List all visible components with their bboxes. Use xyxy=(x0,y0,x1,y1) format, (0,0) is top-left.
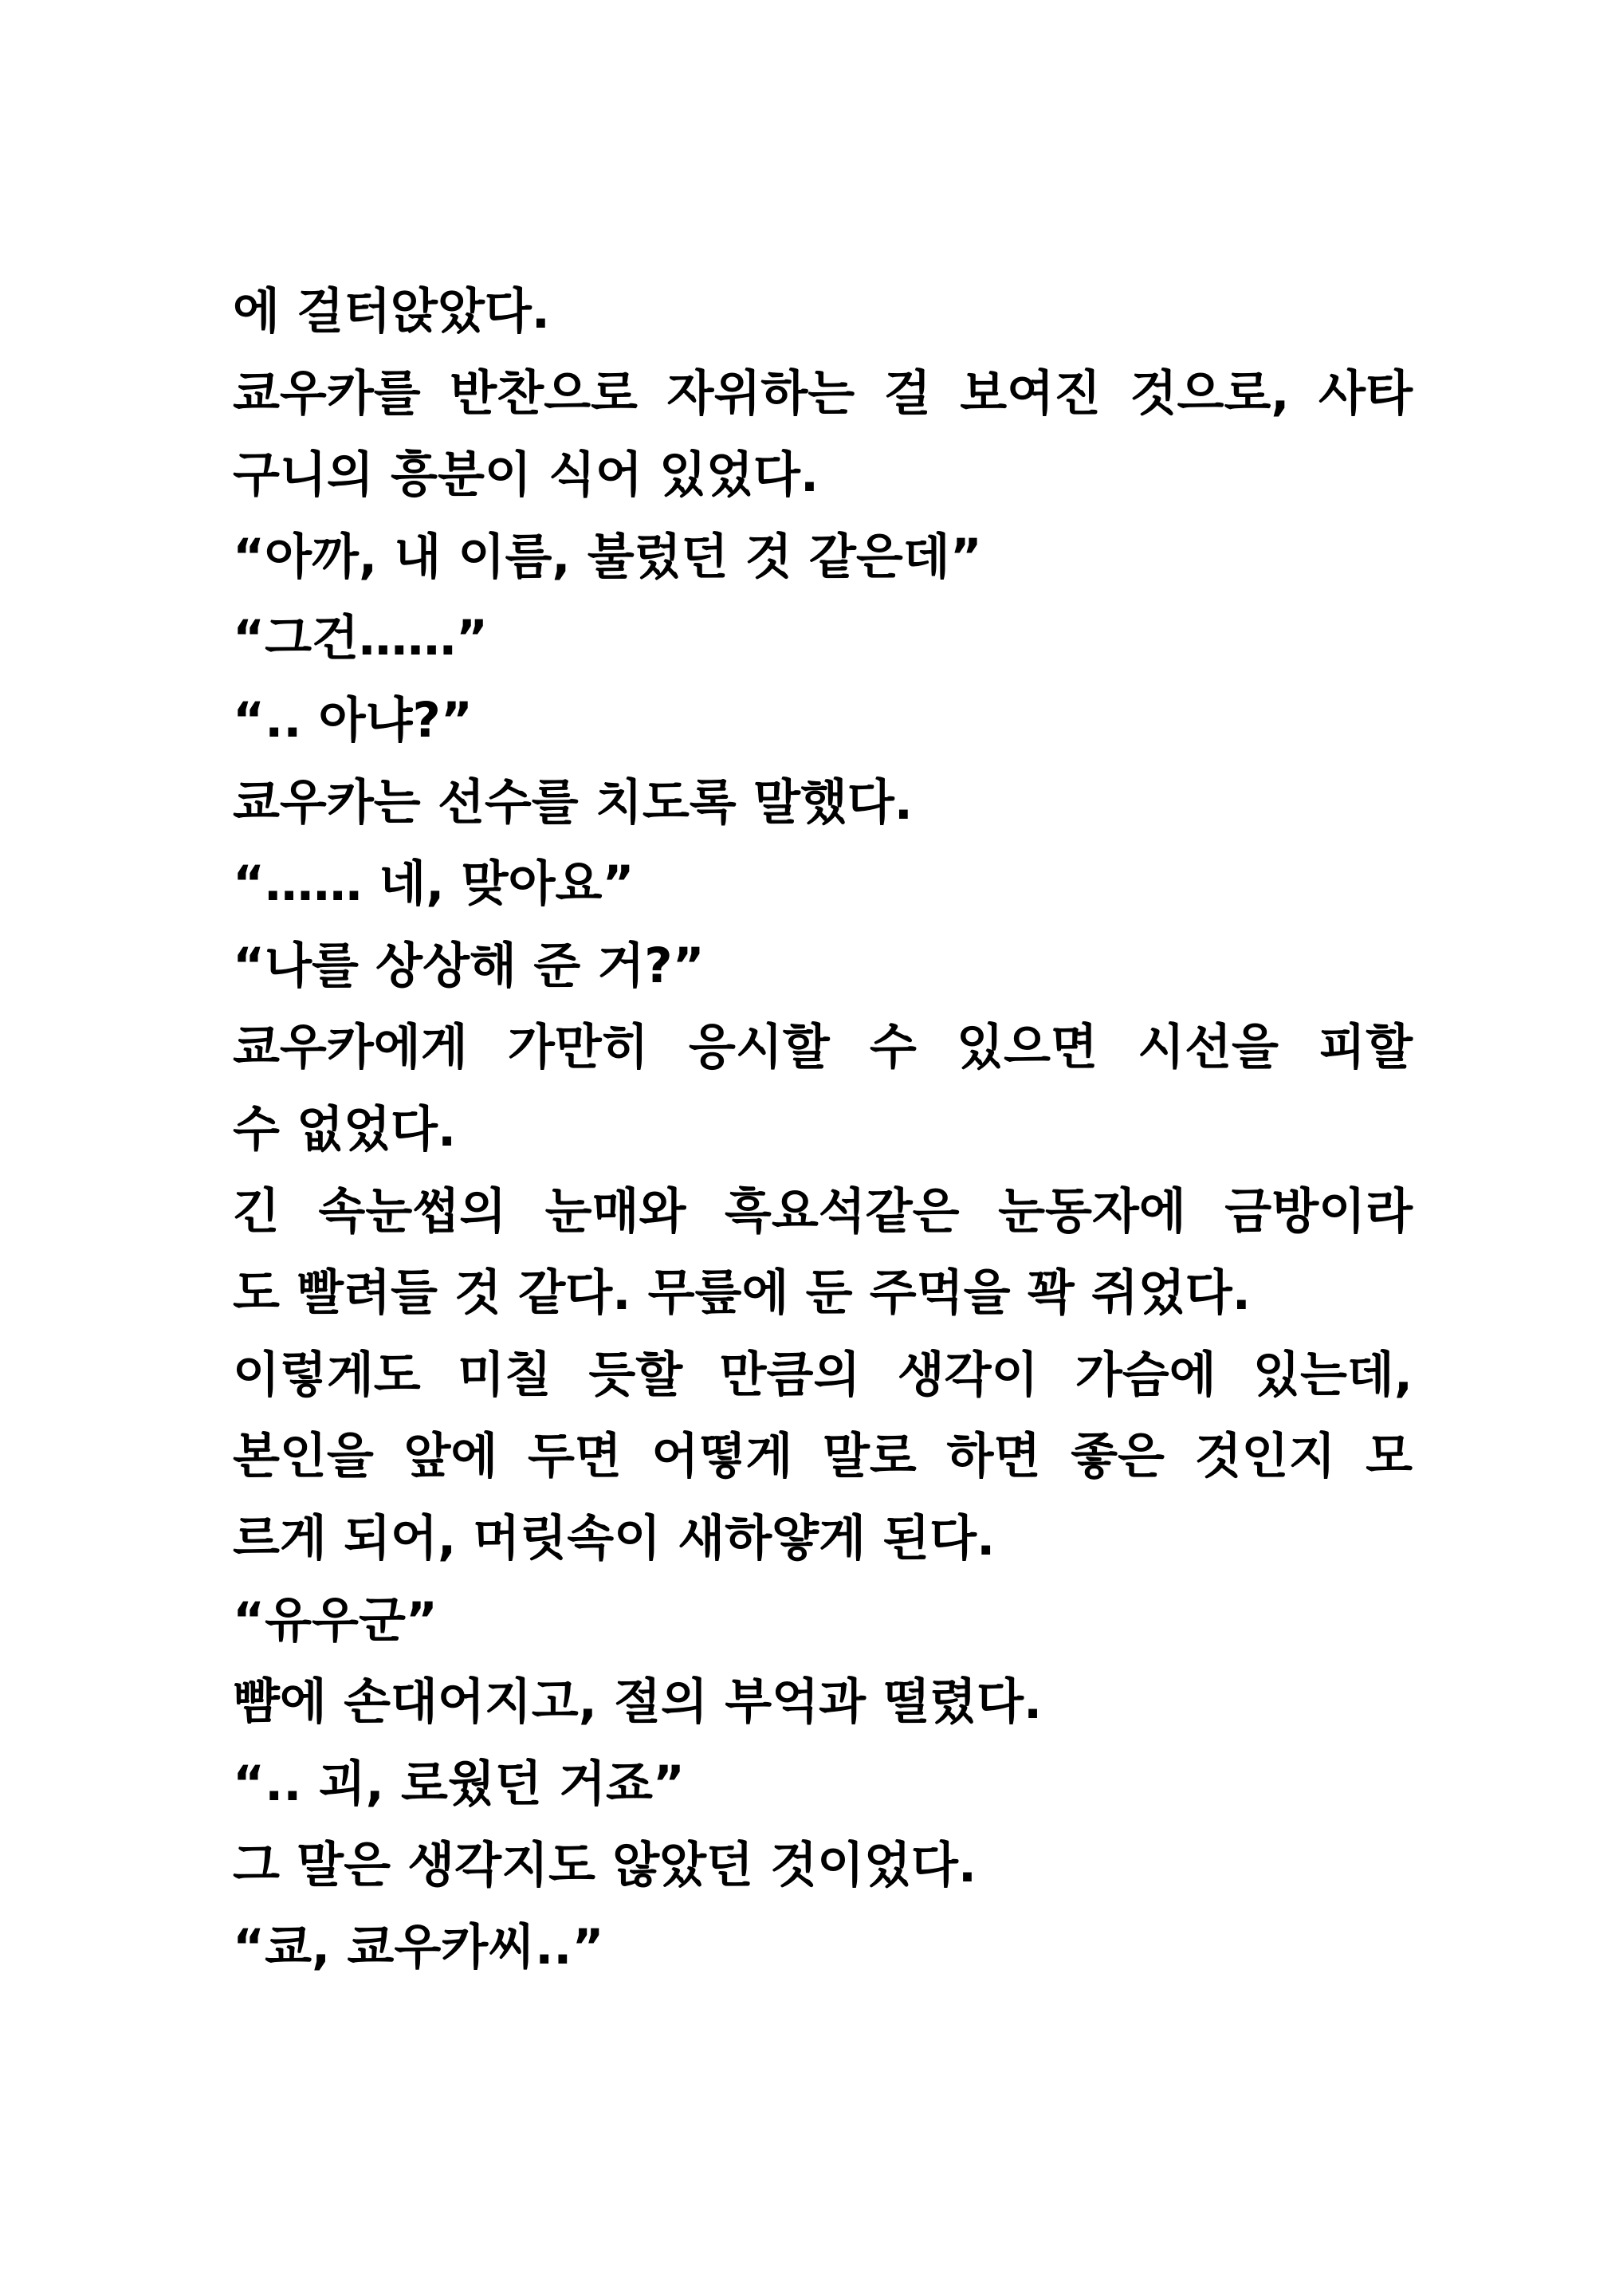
text-line-12: 긴 속눈썹의 눈매와 흑요석같은 눈동자에 금방이라 xyxy=(233,1182,1413,1240)
text-line-9: “나를 상상해 준 거?” xyxy=(233,937,705,994)
text-line-10: 쿄우카에게 가만히 응시할 수 있으면 시선을 피할 xyxy=(233,1019,1413,1076)
text-line-11: 수 없었다. xyxy=(233,1100,457,1158)
text-line-16: 르게 되어, 머릿속이 새하얗게 된다. xyxy=(233,1509,996,1567)
text-line-6: “.. 아냐?” xyxy=(233,691,474,749)
text-line-5: “그건……” xyxy=(233,610,489,667)
text-line-13: 도 빨려들 것 같다. 무릎에 둔 주먹을 꽉 쥐었다. xyxy=(233,1264,1251,1322)
text-line-14: 이렇게도 미칠 듯할 만큼의 생각이 가슴에 있는데, xyxy=(233,1346,1413,1403)
text-line-19: “.. 괴, 로웠던 거죠” xyxy=(233,1755,685,1812)
text-line-20: 그 말은 생각지도 않았던 것이었다. xyxy=(233,1837,977,1894)
text-line-1: 에 걸터앉았다. xyxy=(233,283,550,340)
body-text xyxy=(233,271,1413,1988)
text-line-15: 본인을 앞에 두면 어떻게 말로 하면 좋은 것인지 모 xyxy=(233,1428,1413,1485)
text-line-18: 뺨에 손대어지고, 절의 부억과 떨렸다. xyxy=(233,1673,1043,1731)
text-line-3: 구니의 흥분이 식어 있었다. xyxy=(233,446,819,504)
text-line-8: “…… 네, 맞아요” xyxy=(233,855,635,913)
text-line-7: 쿄우카는 선수를 치도록 말했다. xyxy=(233,773,913,831)
text-line-21: “쿄, 쿄우카씨..” xyxy=(233,1918,604,1976)
text-line-17: “유우군” xyxy=(233,1591,438,1649)
text-line-2: 쿄우카를 반찬으로 자위하는 걸 보여진 것으로, 사타 xyxy=(233,364,1413,422)
text-line-4: “아까, 내 이름, 불렀던 것 같은데” xyxy=(233,528,982,585)
